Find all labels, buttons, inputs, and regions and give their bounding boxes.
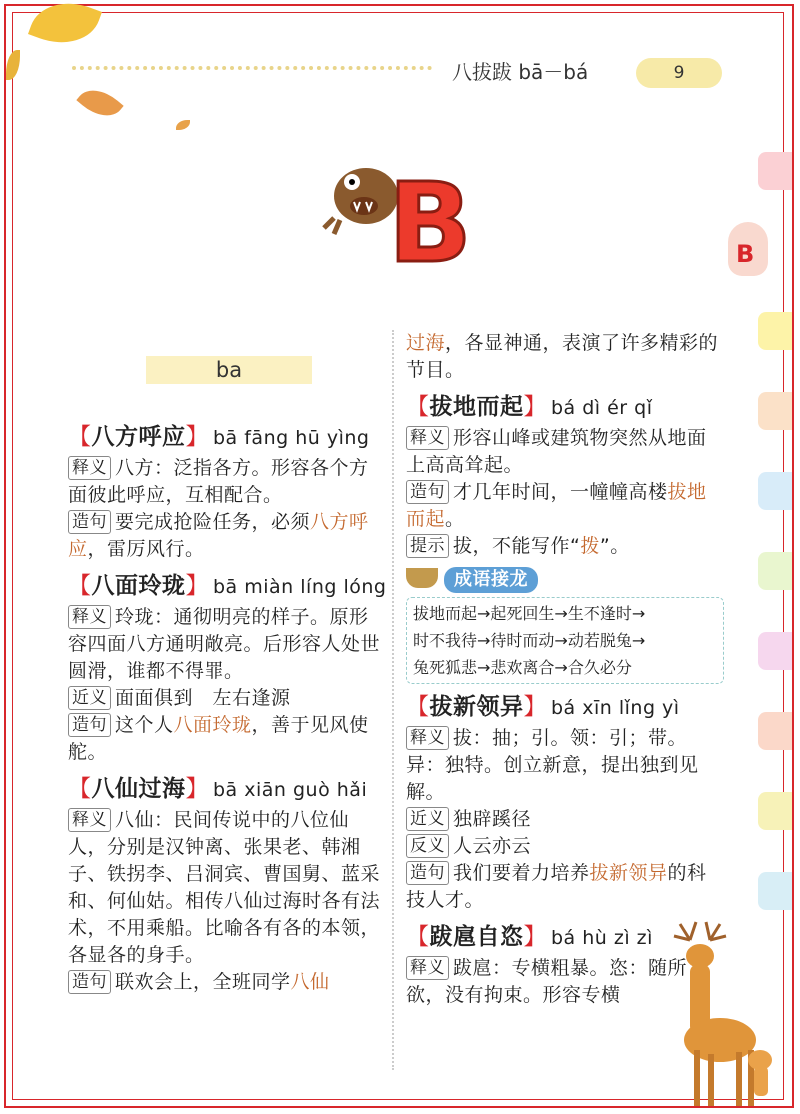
- example: 造句 联欢会上，全班同学八仙: [68, 969, 384, 996]
- color-tab: [758, 472, 792, 510]
- entry-word: 八面玲珑: [91, 573, 186, 599]
- definition: 释义 八仙：民间传说中的八位仙人，分别是汉钟离、张果老、韩湘子、铁拐李、吕洞宾、曹国舅、蓝采和、何仙姑。相传八仙过海时各有法术，不用乘船。比喻各有各的本领，各显各的身手。: [68, 809, 381, 966]
- entry-heading: 【拔新领异】 bá xīn lǐng yì: [406, 694, 680, 720]
- tag-label: 释义: [68, 456, 111, 480]
- lamp-icon: [406, 568, 438, 588]
- entry-word: 拔新领异: [429, 694, 524, 720]
- color-tab: [758, 392, 792, 430]
- tag-label: 释义: [406, 956, 449, 980]
- page-number: 9: [636, 58, 722, 88]
- entry-pinyin: bā xiān guò hǎi: [213, 779, 368, 801]
- entry-heading: 【八面玲珑】 bā miàn líng lóng: [68, 573, 387, 599]
- entry-pinyin: bā fāng hū yìng: [213, 427, 370, 449]
- hero-letter: B: [388, 159, 472, 287]
- antonyms: 反义 人云亦云: [406, 833, 724, 860]
- definition: 释义 跋扈：专横粗暴。恣：随所欲，没有拘束。形容专横: [406, 957, 688, 1006]
- entry-word: 拔地而起: [429, 394, 524, 420]
- header-dotted-line: [72, 66, 432, 70]
- tag-label: 造句: [68, 510, 111, 534]
- section-label: ba: [146, 356, 312, 384]
- entry-pinyin: bá xīn lǐng yì: [551, 697, 680, 719]
- example: 造句 要完成抢险任务，必须八方呼应，雷厉风行。: [68, 511, 369, 560]
- color-tab: [758, 632, 792, 670]
- entry-pinyin: bá hù zì zì: [551, 927, 653, 949]
- left-column: [68, 414, 387, 996]
- definition: 释义 八方：泛指各方。形容各个方面彼此呼应，互相配合。: [68, 457, 369, 506]
- chain-line: 兔死狐悲→悲欢离合→合久必分: [413, 658, 632, 677]
- running-header: 八拔跋 bā－bá: [452, 60, 589, 84]
- tip: 提示 拔，不能写作“拨”。: [406, 533, 724, 560]
- example: 造句 才几年时间，一幢幢高楼拔地而起。: [406, 481, 707, 530]
- deer-illustration: [650, 920, 790, 1110]
- tag-label: 造句: [68, 970, 111, 994]
- idiom-chain-header: [406, 566, 724, 593]
- tag-label: 造句: [68, 713, 111, 737]
- color-tab: [758, 152, 792, 190]
- definition: 释义 形容山峰或建筑物突然从地面上高高耸起。: [406, 427, 707, 476]
- right-column: [406, 330, 724, 1009]
- chain-line: 拔地而起→起死回生→生不逢时→: [413, 604, 646, 623]
- tab-letter: B: [736, 240, 755, 268]
- tag-label: 释义: [68, 605, 111, 629]
- entry-heading: 【八方呼应】 bā fāng hū yìng: [68, 424, 370, 450]
- tag-label: 近义: [406, 807, 449, 831]
- tag-label: 造句: [406, 861, 449, 885]
- chain-line: 时不我待→待时而动→动若脱兔→: [413, 631, 646, 650]
- idiom-chain-title: 成语接龙: [444, 567, 538, 593]
- entry-word: 八方呼应: [91, 424, 186, 450]
- synonyms: 近义 独辟蹊径: [406, 806, 724, 833]
- entry-word: 跋扈自恣: [429, 924, 524, 950]
- color-tab: [758, 712, 792, 750]
- tag-label: 提示: [406, 534, 449, 558]
- entry-word: 八仙过海: [91, 776, 186, 802]
- tag-label: 释义: [68, 808, 111, 832]
- color-tab: [758, 872, 792, 910]
- example: 造句 这个人八面玲珑，善于见风使舵。: [68, 714, 369, 763]
- color-tab: [758, 792, 792, 830]
- example: 造句 我们要着力培养拔新领异的科技人才。: [406, 862, 707, 911]
- tag-label: 释义: [406, 726, 449, 750]
- idiom-chain-box: [406, 597, 724, 684]
- color-tab: [758, 312, 792, 350]
- tag-label: 近义: [68, 686, 111, 710]
- tag-label: 释义: [406, 426, 449, 450]
- tag-label: 造句: [406, 480, 449, 504]
- color-tab: [758, 552, 792, 590]
- synonyms: 近义 面面俱到 左右逢源: [68, 685, 384, 712]
- tag-label: 反义: [406, 834, 449, 858]
- example-continued: 过海，各显神通，表演了许多精彩的节目。: [406, 332, 719, 381]
- column-divider: [392, 330, 394, 1070]
- definition: 释义 玲珑：通彻明亮的样子。原形容四面八方通明敞亮。后形容人处世圆滑，谁都不得罪。: [68, 606, 381, 682]
- entry-heading: 【拔地而起】 bá dì ér qǐ: [406, 394, 653, 420]
- entry-pinyin: bā miàn líng lóng: [213, 576, 387, 598]
- entry-heading: 【八仙过海】 bā xiān guò hǎi: [68, 776, 368, 802]
- definition: 释义 拔：抽；引。领：引；带。异：独特。创立新意，提出独到见解。: [406, 727, 699, 803]
- entry-heading: 【跋扈自恣】 bá hù zì zì: [406, 924, 653, 950]
- entry-pinyin: bá dì ér qǐ: [551, 397, 653, 419]
